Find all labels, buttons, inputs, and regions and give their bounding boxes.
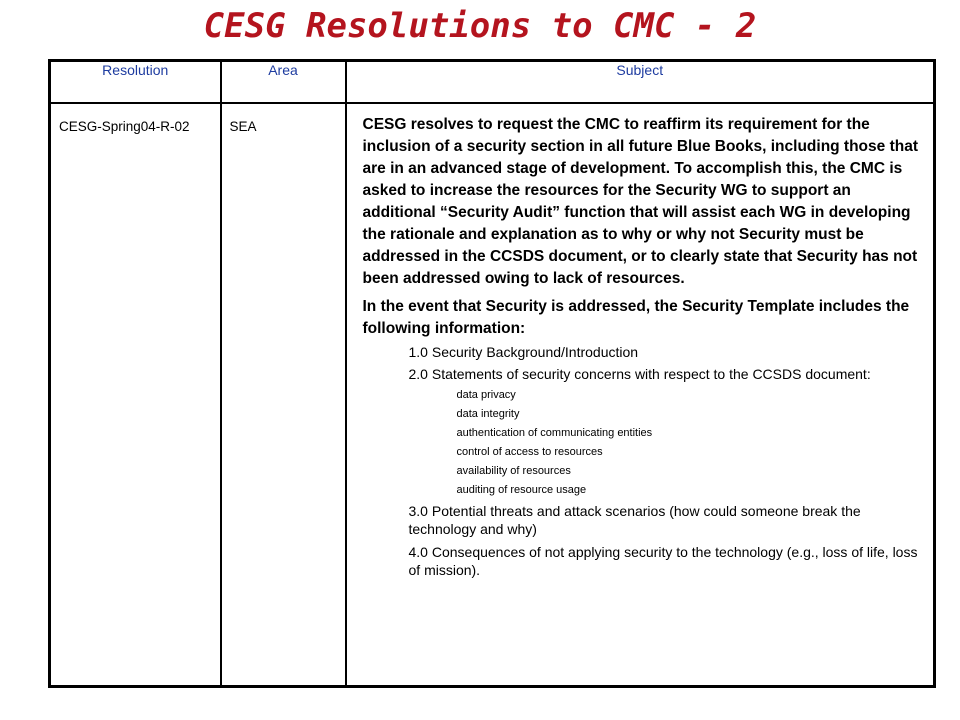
cell-area: SEA [221,103,346,687]
template-sub-item: data privacy [456,389,516,401]
template-sub-item: control of access to resources [456,446,603,458]
slide-title: CESG Resolutions to CMC - 2 [203,6,757,46]
header-subject: Subject [346,61,935,104]
header-resolution: Resolution [50,61,221,104]
table-header-row [50,61,935,104]
subject-paragraph-2: In the event that Security is addressed, the Security Template includes the following information: [362,298,910,337]
template-sub-item: data integrity [456,408,520,420]
resolutions-table [48,59,936,688]
template-item-2: 2.0 Statements of security concerns with respect to the CCSDS document: [408,365,871,382]
template-sub-item: availability of resources [456,465,571,477]
subject-paragraph-1: CESG resolves to request the CMC to reaffirm its requirement for the inclusion of a security section in all future Blue Books, including those that are in an advanced stage of development. To accomplish this, the CMC is asked to increase the resources for the Security WG to support an additional “Security Audit” function that will assist each WG in developing the rationale and explanation as to why or why not Security must be addressed in the CCSDS document, or to clearly state that Security has not been addressed owing to lack of resources. [362,116,918,287]
table-row [50,103,935,687]
cell-subject [346,103,935,687]
template-item-1: 1.0 Security Background/Introduction [408,344,639,360]
template-sub-item: authentication of communicating entities [456,427,653,439]
header-area: Area [221,61,346,104]
template-sub-item: auditing of resource usage [456,484,587,496]
cell-resolution: CESG-Spring04-R-02 [50,103,221,687]
template-item-3: 3.0 Potential threats and attack scenarios (how could someone break the technology and why) [408,503,861,537]
template-item-4: 4.0 Consequences of not applying security to the technology (e.g., loss of life, loss of mission). [408,544,918,578]
